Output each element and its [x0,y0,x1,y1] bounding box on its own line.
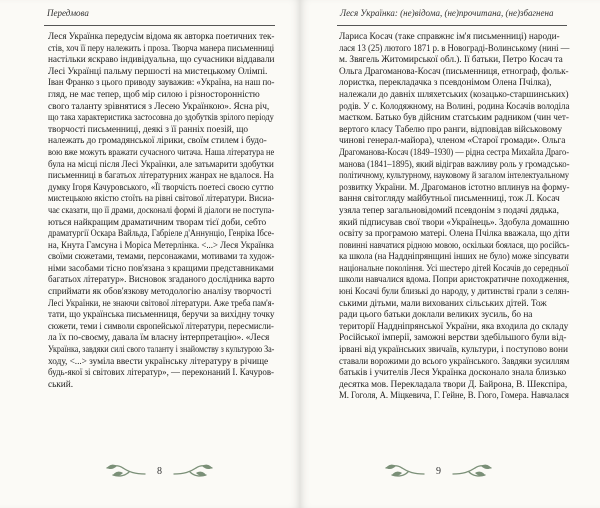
text-line: сюжети, теми і символи європейської літератури, пересмисли- [48,321,274,332]
left-header-rule [44,25,275,26]
text-line: мистецькою якістю стоїть на рівні світової літератури. Висиа- [48,194,275,205]
text-line: гляд, не має тепер, щоб мір силою і різносторонністю [48,89,260,100]
right-text-block [339,32,569,403]
right-running-head: Леся Українка: (не)відома, (не)прочитана, (не)збагнена [340,8,554,18]
text-line: думку Ігоря Качуровського, «Її творчість поетесі своєю суттю [48,182,274,193]
text-line: родів. У с. Колодяжному, на Волині, родина Косачів володіла [339,101,570,112]
text-line: багатьох літератур». Висновок згаданого дослідника варто [48,275,275,286]
text-line: будь-якої зі світових літератур», — переконаний І. Качуров- [48,368,274,379]
text-line: Леся Українка передусім відома як авторка поетичних тек- [48,32,275,42]
text-line: ка школа (на Наддніпрянщині інших не було) може зіпсувати [339,252,569,263]
text-line: узяла тепер загальновідомий псевдонім з подачі дядька, [339,205,559,216]
text-line: Ольга Драгоманова-Косач (письменниця, етнограф, фольк- [339,66,569,77]
text-line: німи засобами тісно пов'язана з кращими представниками [48,263,274,274]
text-line: території Наддніпрянської України, яка входила до складу [339,321,569,332]
text-line: Лариса Косач (таке справжнє ім'я письменниці) народи- [339,32,560,42]
text-line: політичному, культурному, науковому й загалом інтелектуальному [339,171,569,182]
text-line: Російської імперії, заможні верстви здебільшого були від- [339,333,567,344]
text-line: маєтком. Батько був дійсним статським радником (чин чет- [339,113,569,124]
text-line: манова (1841–1895), який відіграв важливу роль у громадсько- [339,159,570,170]
text-line: Драгоманова-Косач (1849–1930) — рідна сестра Михайла Драго- [339,147,569,158]
text-line: Іван Франко з цього приводу зауважив: «Україна, на наш по- [48,78,275,89]
right-page-number: 9 [436,465,441,477]
left-running-head: Передмова [47,8,89,18]
right-folio [382,459,495,483]
text-line: ськими дітьми, мали вихованих сільських дітей. Тож [339,298,547,309]
text-line: сприймати як обов'язкову методологію аналізу творчості [48,287,272,298]
left-text-block [48,32,274,391]
left-page-number: 8 [157,465,162,477]
text-line: батьків і учителів Леся Українка досконало знала близько [339,368,567,379]
text-line: стів, хоч її перу належить і проза. Творча манера письменниці [48,43,275,54]
text-line: ставали ворожими до всього українського. Завдяки зусиллям [339,356,570,367]
right-header-rule [337,25,567,26]
text-line: ла їх по-своєму, давала їм власну інтерпретацію». «Леся [48,333,270,344]
text-line: лористка, перекладачка з псевдонімом Олена Пчілка), [339,78,552,89]
text-line: творчості письменниці, деякі з її ранніх поезій, що [48,124,249,135]
text-line: чає сказати, що її драми, досконалі формі й діалоги не поступа- [48,205,275,216]
leaf-flourish-right-mirror-icon [451,462,495,480]
text-line: свого таланту зрівнятися з Лесею Українкою». Ясна річ, [48,101,270,112]
text-line: ходу, <...> зуміла ввести українську літературу в річище [48,356,269,367]
left-folio [103,459,216,483]
text-line: належали до давніх шляхетських (козацько-старшинських) [339,89,569,100]
text-line: М. Гоголя, А. Міцкевича, Г. Гейне, В. Гюго, Гомера. Навчалася [339,391,569,402]
text-line: на, Кнута Гамсуна і Моріса Метерлінка. <...> Леся Українка [48,240,274,251]
text-line: повинні навчатися рідною мовою, оскільки боялася, що російсь- [339,240,570,251]
leaf-flourish-left-mirror-icon [172,462,216,480]
text-line: вертого класу Табелю про ранги, відповідав військовому [339,124,563,135]
text-line: своїми сюжетами, темами, персонажами, мотивами та худож- [48,252,275,263]
text-line: десятка мов. Перекладала твори Д. Байрона, В. Шекспіра, [339,379,568,390]
text-line: письменниці в багатьох літературних жанрах не вдалося. На [48,171,274,182]
text-line: який підписував свої твори «Українець». Здобула домашню [339,217,570,228]
leaf-flourish-left-icon [103,462,147,480]
text-line: належать до громадянської лірики, своїм стилем і будо- [48,136,267,147]
leaf-flourish-right-icon [382,462,426,480]
text-line: Лесі Українки, не знаючи світової літератури. Аже треба пам'я- [48,298,275,309]
text-line: була на місці після Лесі Українки, але затьмарити здобутки [48,159,274,170]
text-line: освіту за програмою матері. Олена Пчілка вважала, що діти [339,229,570,240]
right-page [300,0,600,508]
text-line: настільки яскраво індивідуальна, що сучасники віддавали [48,55,275,66]
text-line: національне покоління. Усі шестеро дітей Косачів до середньої [339,263,569,274]
text-line: розвитку України. М. Драгоманов істотно вплинув на форму- [339,182,570,193]
text-line: драматургії Оскара Вайльда, Габріеле д'Аннунціо, Генріка Ібсе- [48,229,275,240]
text-line: Українка, завдяки силі свого таланту і знайомству з культурою За- [48,345,275,356]
text-line: юні Косачі були близькі до народу, у дитинстві грали з селян- [339,287,570,298]
text-line: лася 13 (25) лютого 1871 р. в Новограді-Волинському (нині — [339,43,570,54]
text-line: вою вже можуть вражати сучасного читача. Наша література не [48,147,275,158]
text-line: ірвані від українських звичаїв, культури, і поступово вони [339,345,568,356]
text-line: вання світогляду майбутньої письменниці, тож Л. Косач [339,194,560,205]
text-line: тати, що українська письменниця, беручи за вихідну точку [48,310,275,321]
text-line: ради цього батьки доклали великих зусиль, бо на [339,310,533,321]
text-line: школи навчалися вдома. Попри аристократичне походження, [339,275,570,286]
text-line: що така характеристика застосовна до здобутків зрілого періоду [48,113,274,124]
text-line: Лесі Українці пальму першості на мистецькому Олімпі. [48,66,268,77]
text-line: чинові генерал-майора), членом «Старої громади». Ольга [339,136,566,147]
text-line: ський. [48,379,73,390]
text-line: м. Звягель Житомирської обл.). Її батьки, Петро Косач та [339,55,563,66]
text-line: ються найкращим драматичним творам тієї доби, себто [48,217,267,228]
